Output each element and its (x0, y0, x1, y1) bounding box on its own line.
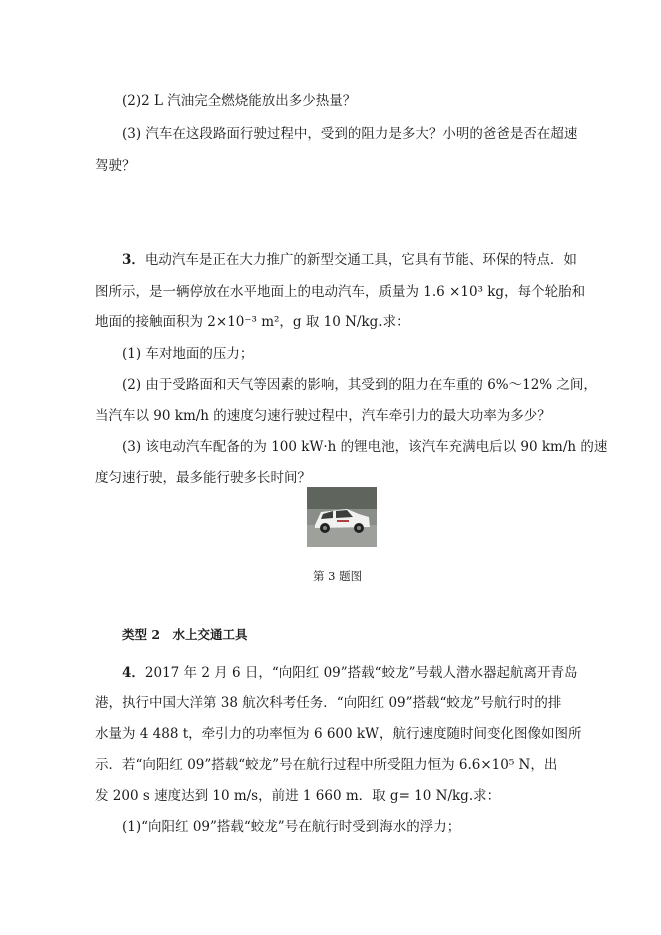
question-3-part-2-line-1: (2) 由于受路面和天气等因素的影响，其受到的阻力在车重的 6%～12% 之间， (122, 377, 597, 393)
question-4-part-1: (1)“向阳红 09”搭载“蛟龙”号在航行时受到海水的浮力； (122, 819, 461, 835)
question-2-part-3-line-1: (3) 汽车在这段路面行驶过程中，受到的阻力是多大？小明的爸爸是否在超速 (122, 126, 578, 142)
question-4-line-1 (122, 664, 577, 682)
question-3-text: 电动汽车是正在大力推广的新型交通工具，它具有节能、环保的特点．如 (144, 252, 577, 268)
question-3-part-2-line-2: 当汽车以 90 km/h 的速度匀速行驶过程中，汽车牵引力的最大功率为多少？ (95, 408, 551, 424)
question-4-text: 2017 年 2 月 6 日，“向阳红 09”搭载“蛟龙”号载人潜水器起航离开青岛 (144, 665, 578, 681)
question-4-number: 4． (122, 665, 145, 681)
question-4-line-4: 示．若“向阳红 09”搭载“蛟龙”号在航行过程中所受阻力恒为 6.6×10⁵ N，出 (95, 757, 558, 773)
question-3-part-3-line-2: 度匀速行驶，最多能行驶多长时间？ (95, 470, 311, 486)
electric-car-image (307, 487, 377, 547)
question-3-part-3-line-1: (3) 该电动汽车配备的为 100 kW·h 的锂电池，该汽车充满电后以 90 km/h 的速 (122, 439, 608, 455)
figure-caption: 第 3 题图 (313, 569, 363, 583)
electric-car-photo (307, 487, 377, 547)
question-3-line-2: 图所示，是一辆停放在水平地面上的电动汽车，质量为 1.6 ×10³ kg，每个轮胎和 (95, 284, 586, 300)
question-4-line-5: 发 200 s 速度达到 10 m/s，前进 1 660 m．取 g= 10 N/kg.求： (95, 788, 501, 804)
question-2-part-3-line-2: 驾驶？ (95, 158, 136, 174)
question-2-part-2: (2)2 L 汽油完全燃烧能放出多少热量？ (122, 93, 357, 109)
question-3-number: 3． (122, 252, 145, 268)
question-3-line-1 (122, 251, 577, 269)
question-3-line-3: 地面的接触面积为 2×10⁻³ m²，g 取 10 N/kg.求： (95, 314, 410, 330)
question-4-line-2: 港，执行中国大洋第 38 航次科考任务．“向阳红 09”搭载“蛟龙”号航行时的排 (95, 695, 562, 711)
question-3-part-1: (1) 车对地面的压力； (122, 346, 254, 362)
section-heading: 类型 2 水上交通工具 (122, 627, 248, 642)
question-4-line-3: 水量为 4 488 t，牵引力的功率恒为 6 600 kW，航行速度随时间变化图像如图所 (95, 726, 582, 742)
